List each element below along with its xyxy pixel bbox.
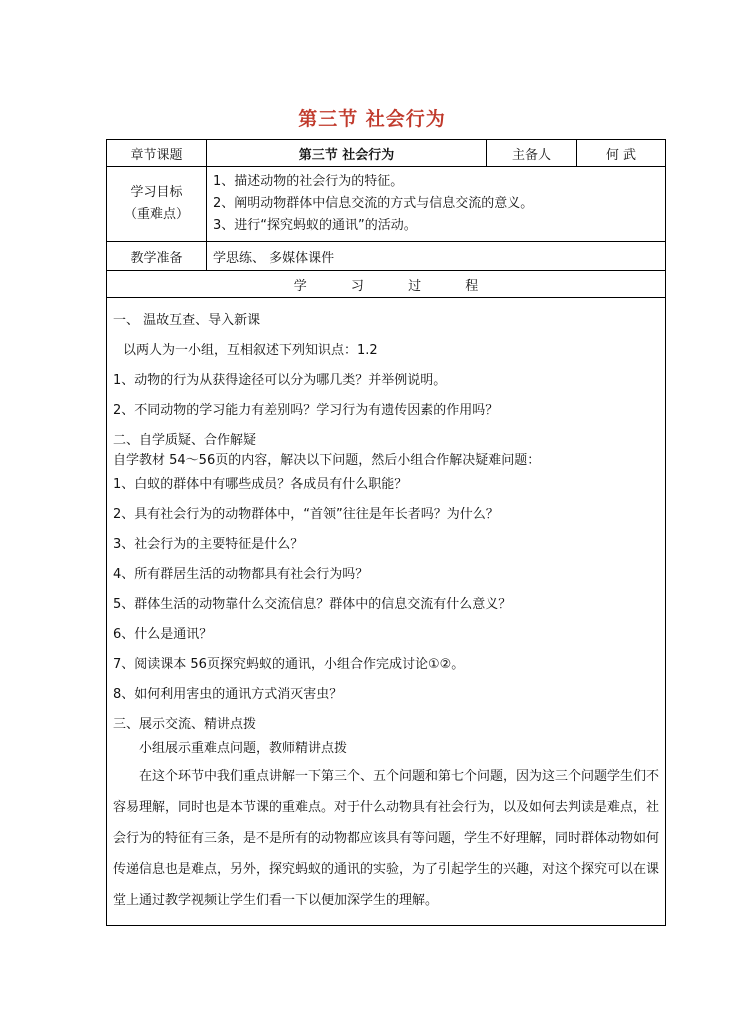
process-header <box>107 271 666 298</box>
process-header-char: 过 <box>408 278 422 294</box>
goals-label <box>107 167 207 242</box>
lesson-plan-table <box>106 139 666 926</box>
section2-question: 8、如何利用害虫的通讯方式消灭害虫？ <box>113 687 343 702</box>
section1-intro: 以两人为一小组，互相叙述下列知识点：1.2 <box>123 343 378 358</box>
goals-list <box>207 167 666 242</box>
section2-intro: 自学教材 54～56页的内容，解决以下问题，然后小组合作解决疑难问题： <box>113 453 541 468</box>
preparer-name: 何 武 <box>577 140 666 167</box>
prep-value: 学思练、 多媒体课件 <box>207 242 666 271</box>
section2-question: 2、具有社会行为的动物群体中，“首领”往往是年长者吗？为什么？ <box>113 507 499 522</box>
section2-question: 6、什么是通讯？ <box>113 627 213 642</box>
header-row <box>107 140 666 167</box>
prep-row <box>107 242 666 271</box>
section3-heading: 三、展示交流、精讲点拨 <box>113 717 257 732</box>
process-header-char: 程 <box>465 278 479 294</box>
process-header-row <box>107 271 666 298</box>
process-header-char: 习 <box>350 278 364 294</box>
section1-heading: 一、 温故互查、导入新课 <box>113 313 261 328</box>
section2-question: 7、阅读课本 56页探究蚂蚁的通讯，小组合作完成讨论①②。 <box>113 657 465 672</box>
section1-question: 1、动物的行为从获得途径可以分为哪几类？并举例说明。 <box>113 373 447 388</box>
goal-item: 1、描述动物的社会行为的特征。 <box>213 174 404 189</box>
process-body <box>107 298 666 926</box>
page-title: 第三节 社会行为 <box>298 108 446 130</box>
section2-question: 3、社会行为的主要特征是什么？ <box>113 537 304 552</box>
section3-paragraph: 在这个环节中我们重点讲解一下第三个、五个问题和第七个问题，因为这三个问题学生们不容易理解，同时也是本节课的重难点。对于什么动物具有社会行为，以及如何去判读是难点，社会行为的特征有三条，是不是所有的动物都应该具有等问题，学生不好理解，同时群体动物如何传递信息也是难点，另外，探究蚂蚁的通讯的实验，为了引起学生的兴趣，对这个探究可以在课堂上通过教学视频让学生们看一下以便加深学生的理解。 <box>113 769 660 908</box>
process-body-row <box>107 298 666 926</box>
preparer-label: 主备人 <box>487 140 577 167</box>
section2-heading: 二、自学质疑、合作解疑 <box>113 433 257 448</box>
goal-item: 2、阐明动物群体中信息交流的方式与信息交流的意义。 <box>213 196 534 211</box>
section2-question: 5、群体生活的动物靠什么交流信息？群体中的信息交流有什么意义？ <box>113 597 512 612</box>
section3-subheading: 小组展示重难点问题，教师精讲点拨 <box>139 741 348 756</box>
goals-label-line2: （重难点） <box>123 207 189 222</box>
prep-label: 教学准备 <box>107 242 207 271</box>
section2-question: 4、所有群居生活的动物都具有社会行为吗？ <box>113 567 369 582</box>
process-header-char: 学 <box>293 278 307 294</box>
topic-label: 章节课题 <box>107 140 207 167</box>
section1-question: 2、不同动物的学习能力有差别吗？学习行为有遗传因素的作用吗？ <box>113 403 499 418</box>
goals-label-line1: 学习目标 <box>130 185 183 200</box>
goal-item: 3、进行“探究蚂蚁的通讯”的活动。 <box>213 218 417 233</box>
goals-row <box>107 167 666 242</box>
topic-value: 第三节 社会行为 <box>207 140 487 167</box>
section2-question: 1、白蚁的群体中有哪些成员？各成员有什么职能？ <box>113 477 408 492</box>
